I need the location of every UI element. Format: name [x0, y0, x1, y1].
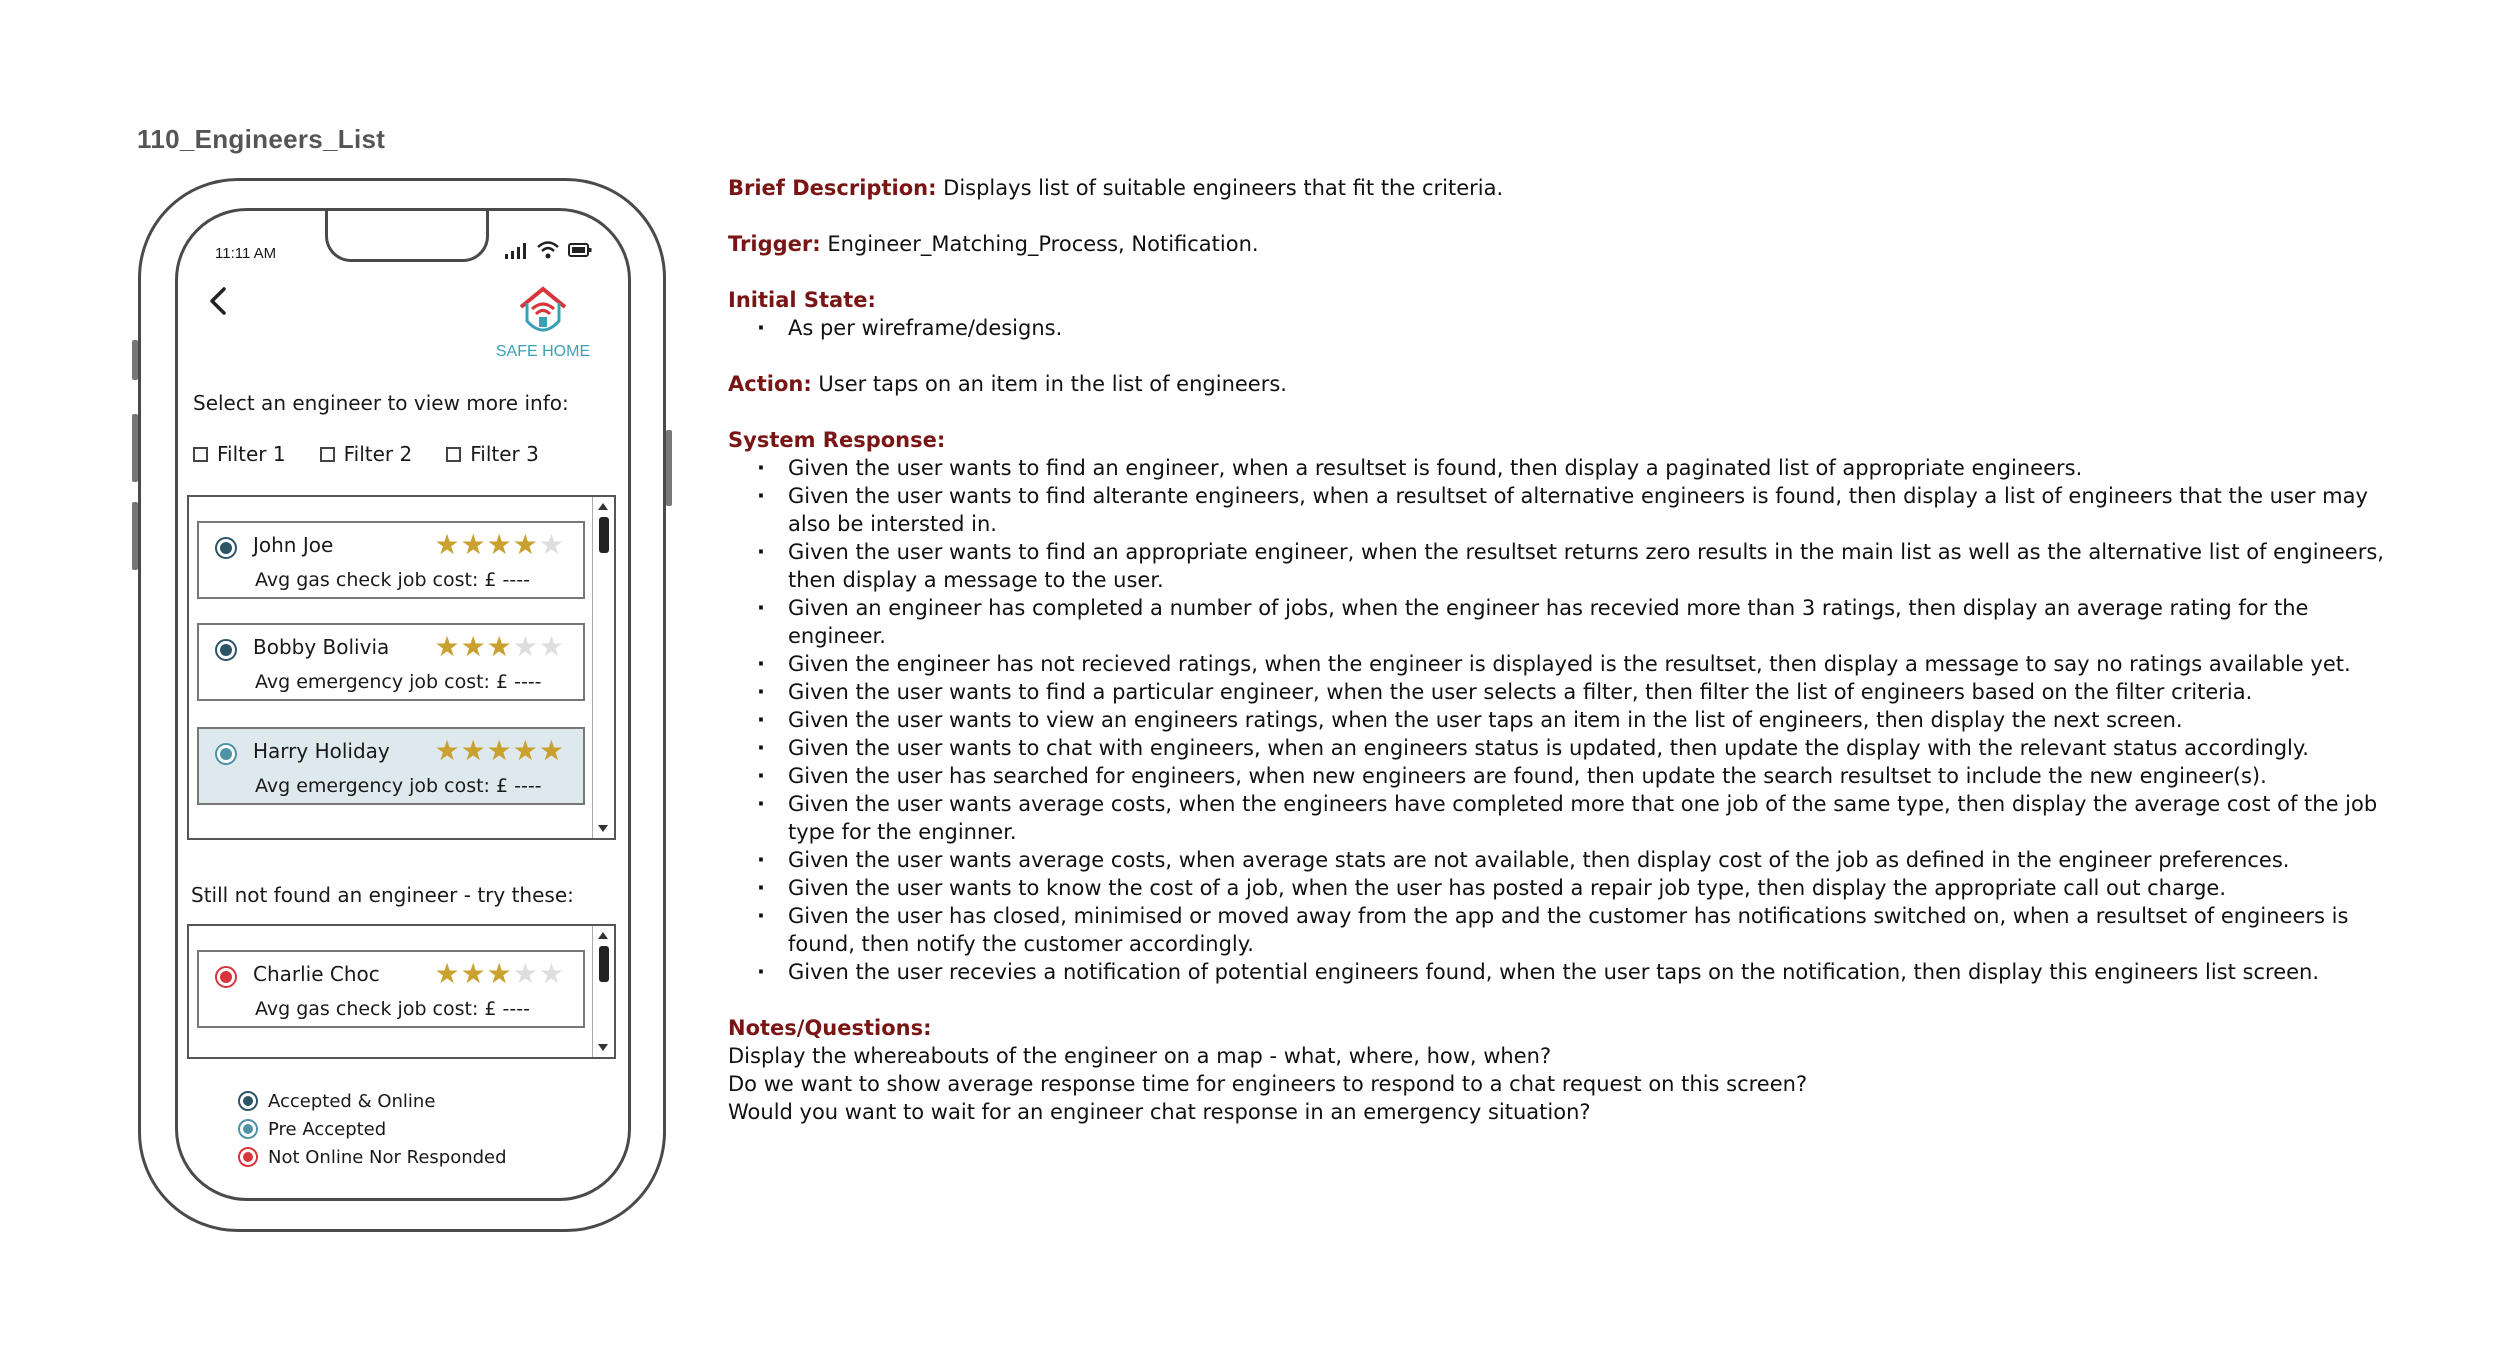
filter-3-checkbox[interactable] [446, 442, 539, 466]
engineer-name: Bobby Bolivia [253, 635, 390, 659]
phone-volume-down-button [132, 502, 138, 570]
filter-2-checkbox[interactable] [320, 442, 413, 466]
star-empty-icon: ★ [512, 957, 539, 990]
status-indicator-icon [238, 1091, 258, 1111]
battery-icon [568, 242, 592, 258]
filter-1-checkbox[interactable] [193, 442, 286, 466]
note-line: Do we want to show average response time for engineers to respond to a chat request on this screen? [728, 1072, 1808, 1096]
avg-job-cost: Avg gas check job cost: £ ---- [255, 998, 530, 1020]
star-empty-icon: ★ [512, 630, 539, 663]
initial-state [728, 286, 2388, 342]
engineer-card[interactable] [197, 521, 585, 599]
status-indicator-icon [238, 1119, 258, 1139]
logo-text: SAFE HOME [495, 343, 591, 360]
brief-description-label: Brief Description: [728, 176, 937, 200]
status-indicator-icon [215, 743, 237, 765]
phone-notch [325, 208, 489, 262]
action-label: Action: [728, 372, 812, 396]
engineer-name: Charlie Choc [253, 962, 380, 986]
engineer-card[interactable] [197, 950, 585, 1028]
wifi-icon [537, 241, 559, 259]
status-icons [504, 241, 592, 259]
scroll-up-arrow-icon[interactable] [598, 503, 608, 510]
list-item: · Given the user wants average costs, when the engineers have completed more that one job of the same type, then display the average cost of the job type for the enginner. [728, 790, 2388, 846]
initial-state-label: Initial State: [728, 288, 876, 312]
star-filled-icon: ★ [512, 734, 539, 767]
star-filled-icon: ★ [460, 528, 487, 561]
back-arrow-icon[interactable] [202, 283, 238, 319]
star-filled-icon: ★ [434, 528, 461, 561]
initial-state-list [728, 314, 2388, 342]
trigger-label: Trigger: [728, 232, 821, 256]
avg-job-cost: Avg emergency job cost: £ ---- [255, 775, 542, 797]
star-filled-icon: ★ [512, 528, 539, 561]
scroll-thumb[interactable] [599, 517, 609, 553]
checkbox-icon[interactable] [193, 447, 208, 462]
list-item: · Given the user wants to find an engineer, when a resultset is found, then display a paginated list of appropriate engineers. [728, 454, 2388, 482]
star-rating [434, 957, 565, 990]
avg-job-cost: Avg gas check job cost: £ ---- [255, 569, 530, 591]
filter-bar [193, 442, 539, 466]
list-item: · Given the user recevies a notification of potential engineers found, when the user taps on the notification, then display this engineers list screen. [728, 958, 2388, 986]
star-filled-icon: ★ [460, 734, 487, 767]
star-filled-icon: ★ [486, 734, 513, 767]
house-shield-icon [513, 281, 573, 341]
star-filled-icon: ★ [434, 957, 461, 990]
list-item: · Given the user wants average costs, when average stats are not available, then display cost of the job as defined in the engineer preferences. [728, 846, 2388, 874]
list-item: · Given the user wants to find alterante engineers, when a resultset of alternative engineers is found, then display a list of engineers that the user may also be intersted in. [728, 482, 2388, 538]
phone-side-button [132, 340, 138, 380]
star-rating [434, 734, 565, 767]
engineer-list[interactable] [187, 495, 616, 840]
phone-volume-up-button [132, 414, 138, 482]
list-scrollbar[interactable] [592, 497, 614, 838]
scroll-down-arrow-icon[interactable] [598, 825, 608, 832]
brief-description-text: Displays list of suitable engineers that fit the criteria. [936, 176, 1504, 200]
list-item: · As per wireframe/designs. [728, 314, 2388, 342]
list-item: · Given the user wants to find an appropriate engineer, when the resultset returns zero results in the main list as well as the alternative list of engineers, then display a message to the user. [728, 538, 2388, 594]
avg-job-cost: Avg emergency job cost: £ ---- [255, 671, 542, 693]
star-rating [434, 630, 565, 663]
list-scrollbar[interactable] [592, 926, 614, 1057]
filter-label: Filter 2 [343, 442, 413, 466]
star-empty-icon: ★ [538, 528, 565, 561]
filter-label: Filter 3 [470, 442, 539, 466]
list-item: · Given the user wants to know the cost of a job, when the user has posted a repair job type, then display the appropriate call out charge. [728, 874, 2388, 902]
status-time: 11:11 AM [215, 245, 277, 262]
legend-label: Not Online Nor Responded [268, 1146, 507, 1168]
legend-item [238, 1087, 507, 1115]
star-filled-icon: ★ [460, 630, 487, 663]
spec-panel [728, 174, 2388, 1154]
legend-item [238, 1143, 507, 1171]
star-filled-icon: ★ [486, 528, 513, 561]
notes-questions [728, 1014, 2388, 1126]
system-response-label: System Response: [728, 428, 946, 452]
list-item: · Given the engineer has not recieved ratings, when the engineer is displayed is the resultset, then display a message to say no ratings available yet. [728, 650, 2388, 678]
legend-label: Pre Accepted [268, 1118, 387, 1140]
list-item: · Given the user wants to view an engineers ratings, when the user taps an item in the list of engineers, then display the next screen. [728, 706, 2388, 734]
star-filled-icon: ★ [434, 630, 461, 663]
signal-icon [504, 241, 528, 259]
phone-power-button [666, 430, 672, 506]
safe-home-logo [484, 281, 602, 367]
status-indicator-icon [215, 537, 237, 559]
engineer-name: Harry Holiday [253, 739, 390, 763]
scroll-thumb[interactable] [599, 946, 609, 982]
star-filled-icon: ★ [486, 630, 513, 663]
phone-screen [175, 208, 631, 1201]
select-engineer-prompt: Select an engineer to view more info: [193, 391, 569, 415]
list-item: · Given the user has searched for engineers, when new engineers are found, then update the search resultset to include the new engineer(s). [728, 762, 2388, 790]
alternative-engineers-heading: Still not found an engineer - try these: [191, 883, 574, 907]
star-filled-icon: ★ [434, 734, 461, 767]
star-filled-icon: ★ [486, 957, 513, 990]
action-text: User taps on an item in the list of engineers. [811, 372, 1287, 396]
brief-description [728, 174, 2388, 202]
action [728, 370, 2388, 398]
trigger [728, 230, 2388, 258]
page-title: 110_Engineers_List [137, 124, 386, 154]
system-response-list [728, 454, 2388, 986]
list-item: · Given the user has closed, minimised or moved away from the app and the customer has notifications switched on, when a resultset of engineers is found, then notify the customer accordingly. [728, 902, 2388, 958]
system-response [728, 426, 2388, 986]
star-filled-icon: ★ [538, 734, 565, 767]
list-item: · Given the user wants to chat with engineers, when an engineers status is updated, then update the display with the relevant status accordingly. [728, 734, 2388, 762]
note-line: Display the whereabouts of the engineer on a map - what, where, how, when? [728, 1044, 1552, 1068]
status-legend [238, 1087, 507, 1171]
filter-label: Filter 1 [217, 442, 286, 466]
list-item: · Given an engineer has completed a number of jobs, when the engineer has recevied more than 3 ratings, then display an average rating for the engineer. [728, 594, 2388, 650]
star-filled-icon: ★ [460, 957, 487, 990]
status-indicator-icon [215, 966, 237, 988]
scroll-down-arrow-icon[interactable] [598, 1044, 608, 1051]
checkbox-icon[interactable] [320, 447, 335, 462]
note-line: Would you want to wait for an engineer chat response in an emergency situation? [728, 1100, 1591, 1124]
trigger-text: Engineer_Matching_Process, Notification. [820, 232, 1259, 256]
status-indicator-icon [238, 1147, 258, 1167]
legend-item [238, 1115, 507, 1143]
checkbox-icon[interactable] [446, 447, 461, 462]
legend-label: Accepted & Online [268, 1090, 436, 1112]
star-empty-icon: ★ [538, 630, 565, 663]
list-item: · Given the user wants to find a particular engineer, when the user selects a filter, then filter the list of engineers based on the filter criteria. [728, 678, 2388, 706]
engineer-card[interactable] [197, 727, 585, 805]
notes-questions-label: Notes/Questions: [728, 1016, 932, 1040]
star-rating [434, 528, 565, 561]
engineer-name: John Joe [253, 533, 334, 557]
scroll-up-arrow-icon[interactable] [598, 932, 608, 939]
engineer-card[interactable] [197, 623, 585, 701]
status-indicator-icon [215, 639, 237, 661]
alternative-engineer-list[interactable] [187, 924, 616, 1059]
notes-lines [728, 1042, 2388, 1126]
star-empty-icon: ★ [538, 957, 565, 990]
